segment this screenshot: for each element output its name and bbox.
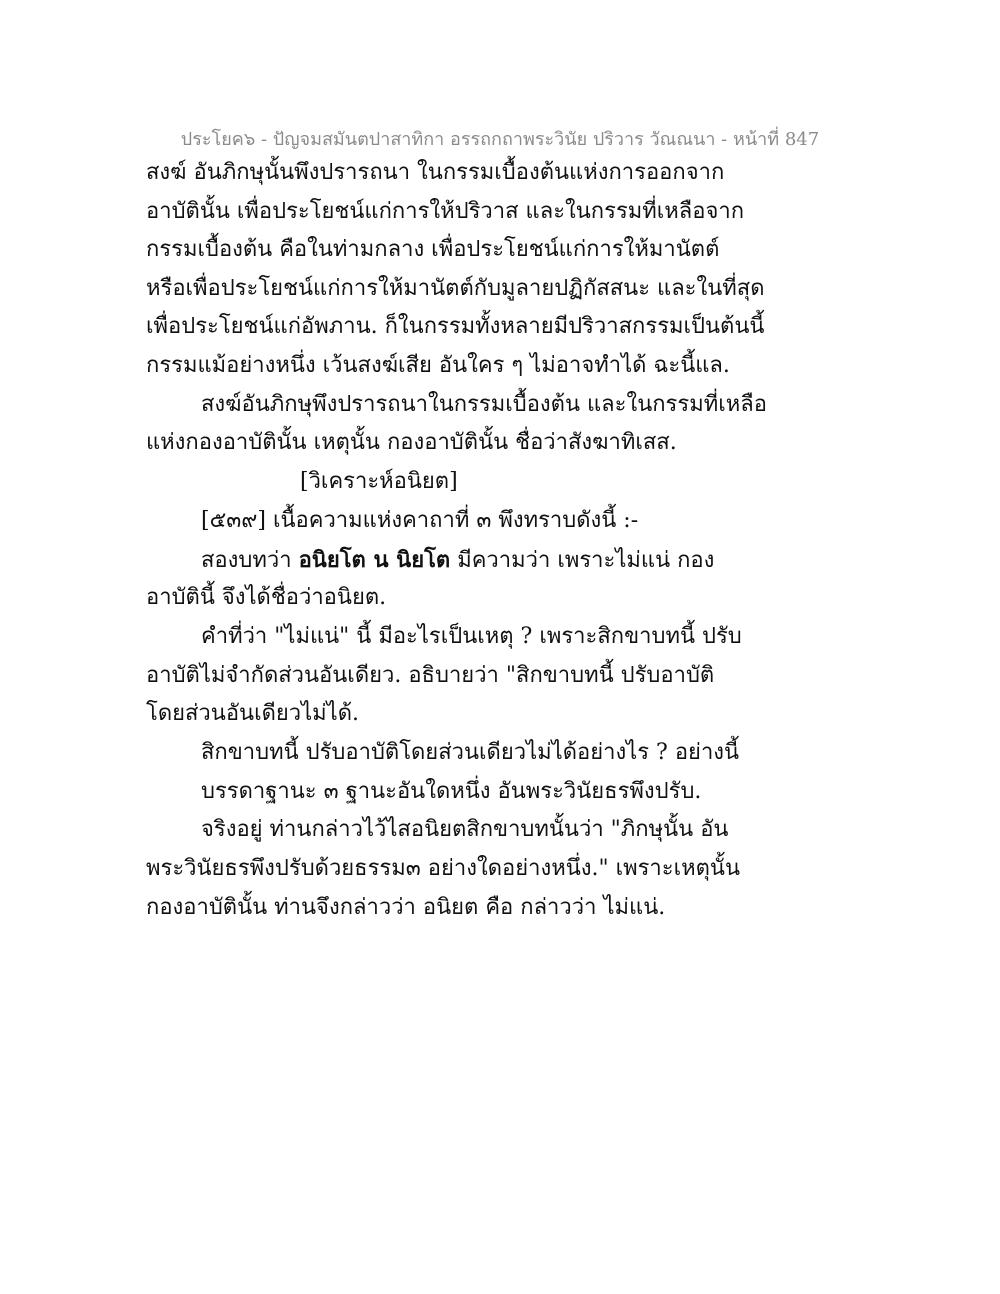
text-line: อาบัติไม่จำกัดส่วนอันเดียว. อธิบายว่า "สิกขาบทนี้ ปรับอาบัติ [146,663,715,688]
text-line [201,545,714,576]
text-line: อาบัตินี้ จึงได้ชื่อว่าอนิยต. [146,585,387,610]
bold-term: อนิยโต น นิยโต [298,547,451,573]
text-line: กองอาบัตินั้น ท่านจึงกล่าวว่า อนิยต คือ กล่าวว่า ไม่แน่. [146,895,666,920]
text-line: [๕๓๙] เนื้อความแห่งคาถาที่ ๓ พึงทราบดังนี้ :- [201,508,639,533]
text-line: เพื่อประโยชน์แก่อัพภาน. ก็ในกรรมทั้งหลายมีปริวาสกรรมเป็นต้นนี้ [146,314,765,339]
text-line: กรรมแม้อย่างหนึ่ง เว้นสงฆ์เสีย อันใคร ๆ ไม่อาจทำได้ ฉะนี้แล. [146,353,730,378]
text-line: สงฆ์อันภิกษุพึงปรารถนาในกรรมเบื้องต้น และในกรรมที่เหลือ [201,392,767,417]
text-line: หรือเพื่อประโยชน์แก่การให้มานัตต์กับมูลายปฏิกัสสนะ และในที่สุด [146,276,765,301]
text-span: มีความว่า เพราะไม่แน่ กอง [450,548,715,573]
page-header: ประโยค๖ - ปัญจมสมันตปาสาทิกา อรรถกถาพระวินัย ปริวาร วัณณนา - หน้าที่ 847 [180,129,820,150]
text-line: สงฆ์ อันภิกษุนั้นพึงปรารถนา ในกรรมเบื้องต้นแห่งการออกจาก [146,160,725,185]
text-line: คำที่ว่า "ไม่แน่" นี้ มีอะไรเป็นเหตุ ? เพราะสิกขาบทนี้ ปรับ [201,624,742,649]
text-line: บรรดาฐานะ ๓ ฐานะอันใดหนึ่ง อันพระวินัยธรพึงปรับ. [201,779,702,804]
section-heading: [วิเคราะห์อนิยต] [300,469,458,494]
text-line: อาบัตินั้น เพื่อประโยชน์แก่การให้ปริวาส และในกรรมที่เหลือจาก [146,199,745,224]
text-line: จริงอยู่ ท่านกล่าวไว้ไสอนิยตสิกขาบทนั้นว่า "ภิกษุนั้น อัน [201,817,729,842]
text-line: กรรมเบื้องต้น คือในท่ามกลาง เพื่อประโยชน์แก่การให้มานัตต์ [146,237,720,262]
text-line: สิกขาบทนี้ ปรับอาบัติโดยส่วนเดียวไม่ได้อย่างไร ? อย่างนี้ [201,740,740,765]
text-line: แห่งกองอาบัตินั้น เหตุนั้น กองอาบัตินั้น ชื่อว่าสังฆาทิเสส. [146,430,677,455]
text-span: สองบทว่า [201,548,299,573]
text-line: โดยส่วนอันเดียวไม่ได้. [146,701,360,726]
text-line: พระวินัยธรพึงปรับด้วยธรรม๓ อย่างใดอย่างหนึ่ง." เพราะเหตุนั้น [146,856,740,881]
